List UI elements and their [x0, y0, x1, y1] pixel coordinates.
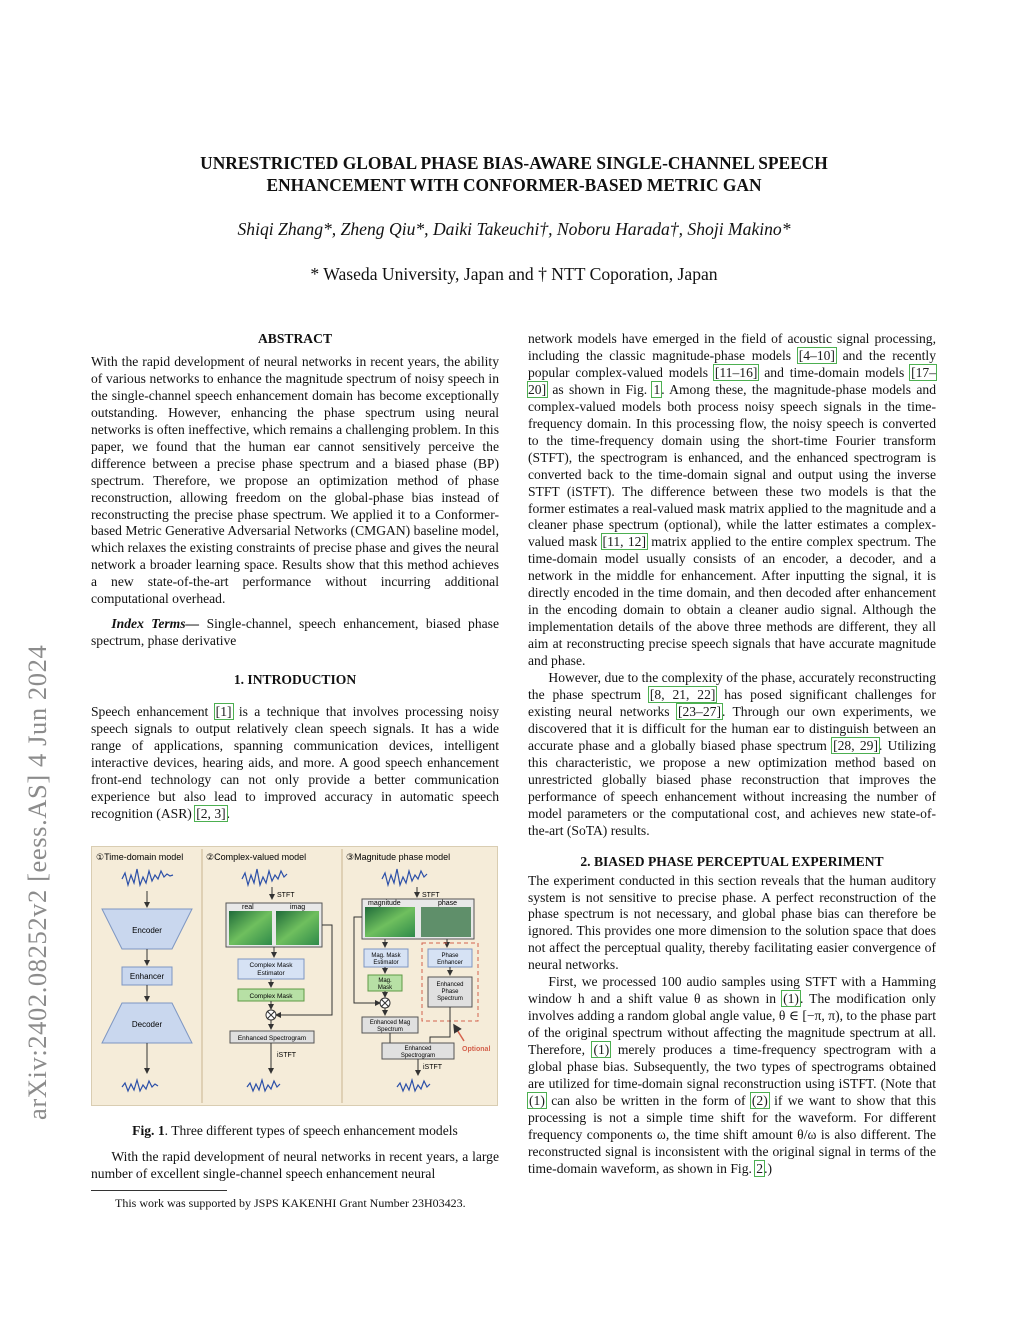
equation-link[interactable]: (2): [751, 1092, 768, 1108]
panel-title-time-domain: ①Time-domain model: [96, 852, 184, 862]
mag-mask-label: Mag. Mask: [377, 978, 393, 991]
text-span: . Through our own experiments, we discovered that it is difficult for the human ear to distinguish between an accurate phase and a globally biased phase spectrum: [528, 703, 936, 753]
text-span: .): [764, 1160, 773, 1176]
citation-link[interactable]: [28, 29]: [833, 737, 878, 753]
paragraph-models: [528, 331, 936, 670]
index-terms: [91, 616, 499, 650]
arxiv-identifier: arXiv:2402.08252v2 [eess.AS] 4 Jun 2024: [22, 644, 52, 1120]
text-span: However, due to the complexity of the phase, accurately reconstructing the phase spectrum: [528, 670, 936, 703]
caption-label: Fig. 1: [132, 1123, 165, 1138]
text-span: merely produces a time-frequency spectrogram with a global phase bias. Subsequently, the two types of spectrograms obtained are utilized for time-domain signal reconstruction using iSTFT. (Note that: [528, 1042, 936, 1091]
panel-title-complex: ②Complex-valued model: [206, 852, 307, 862]
enhanced-spectrogram-label: Enhanced Spectrogram: [237, 1035, 307, 1042]
phase-label: phase: [438, 900, 458, 907]
istft-label: iSTFT: [277, 1052, 297, 1059]
text-span: if we want to show that this processing is not a simple time shift for the waveform. For different frequency components ω, the time shift amount θ/ω is also different. The reconstructed signal is inconsistent with the original signal in terms of the time-domain waveform, as shown in Fig.: [528, 1092, 936, 1176]
equation-link[interactable]: (1): [593, 1042, 610, 1058]
text-span: . The modification only involves adding a random global angle value, θ ∈ [−π, π), to the phase part of the original spectrum without affecting the magnitude spectrum at all. Therefore,: [528, 991, 936, 1058]
text-span: and the recently popular complex-valued models: [528, 347, 936, 380]
figure-link[interactable]: 2: [756, 1160, 764, 1176]
equation-link[interactable]: (1): [783, 991, 799, 1007]
paragraph-phase-complexity: [528, 670, 936, 840]
affiliations: * Waseda University, Japan and † NTT Coporation, Japan: [310, 264, 718, 284]
decoder-label: Decoder: [131, 1020, 163, 1029]
encoder-label: Encoder: [132, 926, 162, 935]
text-span: as shown in Fig.: [547, 381, 653, 397]
imag-label: imag: [290, 904, 306, 911]
complex-valued-model: [226, 887, 332, 1073]
author-list: Shiqi Zhang*, Zheng Qiu*, Daiki Takeuchi†, Noboru Harada†, Shoji Makino*: [237, 219, 791, 239]
figure-1-diagram: [91, 846, 498, 1106]
text-span: has posed significant challenges for existing neural networks: [528, 687, 936, 719]
text-span: and time-domain models: [758, 364, 911, 380]
enhanced-phase-spectrum-label: Enhanced Phase Spectrum: [436, 982, 464, 1002]
footnote-rule: [91, 1190, 227, 1191]
text-span: Speech enhancement: [91, 704, 215, 720]
section-2-heading: 2. BIASED PHASE PERCEPTUAL EXPERIMENT: [580, 853, 884, 869]
time-domain-model: [102, 891, 192, 1073]
citation-link[interactable]: [2, 3]: [196, 805, 226, 821]
citation-link[interactable]: [23–27]: [677, 703, 721, 719]
citation-link[interactable]: [11–16]: [714, 364, 758, 380]
right-column: [528, 331, 936, 1178]
enhancer-label: Enhancer: [129, 972, 165, 981]
figure-link[interactable]: 1: [653, 381, 661, 397]
citation-link[interactable]: [8, 21, 22]: [649, 687, 716, 703]
citation-link[interactable]: [17–20]: [528, 364, 937, 397]
text-span: . Utilizing this characteristic, we propose a new optimization method based on unrestricted globally biased phase reconstruction that improves the performance of speech enhancement without increasing the number of model parameters or the computational cost, and achieves new state-of-the-art (SoTA) results.: [528, 737, 936, 838]
left-column: [91, 331, 499, 823]
text-span: .: [226, 805, 231, 821]
citation-link[interactable]: [1]: [215, 704, 232, 720]
figure-caption: [91, 1123, 499, 1139]
caption-text: . Three different types of speech enhancement models: [164, 1123, 458, 1138]
title-line-1: UNRESTRICTED GLOBAL PHASE BIAS-AWARE SINGLE-CHANNEL SPEECH: [200, 153, 828, 173]
complex-mask-label: Complex Mask: [249, 993, 293, 1000]
citation-link[interactable]: [11, 12]: [602, 534, 646, 550]
stft-label-2: STFT: [422, 892, 440, 899]
istft-label-2: iSTFT: [423, 1064, 443, 1071]
title-line-2: ENHANCEMENT WITH CONFORMER-BASED METRIC GAN: [266, 175, 762, 195]
left-column-tail: [91, 1149, 499, 1183]
tail-paragraph: With the rapid development of neural networks in recent years, a large number of excellent single-channel speech enhancement neural: [91, 1149, 499, 1181]
text-span: . Among these, the magnitude-phase models and complex-valued models both process noisy speech signals in the time-frequency domain. In this processing flow, the noisy speech is converted to the time-frequency domain using the short-time Fourier transform (STFT), the spectrogram is enhanced, and the enhanced spectrogram is converted back to the time-domain signal and output using the inverse STFT (iSTFT). The difference between these two models is that the former estimates a real-valued mask matrix applied to the magnitude and a cleaner phase spectrum (optional), while the latter estimates a complex-valued mask: [528, 381, 937, 550]
text-span: First, we processed 100 audio samples using STFT with a Hamming window h and a shift value θ as shown in: [528, 974, 936, 1007]
intro-paragraph: [91, 704, 499, 823]
paragraph-experiment: The experiment conducted in this section reveals that the human auditory system is not sensitive to precise phase. A perfect reconstruction of the phase spectrum is not necessary, and global phase bias can therefore be ignored. This provides one more dimension to the solution space that does not affect the perceptual quality, thereby facilitating easier convergence of neural networks.: [528, 872, 936, 973]
paper-title: [90, 152, 938, 196]
phase-enhancer-label: Phase Enhancer: [437, 953, 463, 966]
text-span: can also be written in the form of: [545, 1092, 751, 1108]
intro-heading: 1. INTRODUCTION: [233, 672, 357, 688]
magnitude-label: magnitude: [368, 900, 401, 907]
abstract-text: With the rapid development of neural networks in recent years, the ability of various networks to enhance the magnitude spectrum of noisy speech in the single-channel speech enhancement domain has become exceptionally outstanding. However, enhancing the phase spectrum using neural networks is often ineffective, which remains a challenging problem. In this paper, we found that the human ear cannot sensitively perceive the difference between a precise phase spectrum and a biased phase (BP) spectrum. Therefore, we propose an optimization method of phase reconstruction, allowing freedom on the global-phase bias instead of reconstructing the precise phase spectrum. We applied it to a Conformer-based Metric Generative Adversarial Networks (CMGAN) baseline model, which relaxes the existing constraints of precise phase and gives the neural network a broader learning space. Results show that this method achieves a new state-of-the-art performance without incurring additional computational overhead.: [91, 353, 499, 607]
enhanced-mag-spectrum-label: Enhanced Mag Spectrum: [369, 1020, 411, 1033]
optional-label: Optional: [462, 1046, 491, 1053]
citation-link[interactable]: [4–10]: [798, 347, 835, 363]
complex-mask-estimator-label: Complex Mask Estimator: [249, 962, 293, 977]
index-terms-label: Index Terms—: [111, 616, 200, 632]
equation-link[interactable]: (1): [529, 1092, 545, 1108]
panel-title-magnitude-phase: ③Magnitude phase model: [346, 852, 451, 862]
text-span: matrix applied to the entire complex spectrum. The time-domain model usually consists of an encoder, a decoder, and a network in the middle for enhancement. After inputting the signal, it is directly encoded in the time domain, and then decoded after enhancement in the encoding domain to obtain a cleaner audio signal. Although the implementation details of the above three methods are different, they all aim at reconstructing precise speech signals that have accurate magnitude and phase.: [528, 534, 936, 669]
mag-mask-estimator-label: Mag. Mask Estimator: [371, 953, 401, 966]
real-label: real: [242, 904, 254, 911]
footnote: This work was supported by JSPS KAKENHI Grant Number 23H03423.: [115, 1196, 466, 1210]
abstract-heading: ABSTRACT: [257, 331, 333, 346]
text-span: network models have emerged in the field of acoustic signal processing, including the classic magnitude-phase models: [528, 331, 936, 363]
stft-label: STFT: [277, 892, 295, 899]
index-terms-text: Single-channel, speech enhancement, biased phase spectrum, phase derivative: [91, 616, 499, 649]
paragraph-procedure: [528, 974, 936, 1177]
text-span: is a technique that involves processing noisy speech signals to output relatively clean speech signals. It has a wide range of applications, spanning communication devices, intelligent interactive devices, hearing aids, and more. A good speech enhancement front-end technology can not only provide a better communication experience but also lead to improved accuracy in automatic speech recognition (ASR): [91, 704, 499, 821]
enhanced-spectrogram-label-2: Enhanced Spectrogram: [400, 1046, 436, 1059]
